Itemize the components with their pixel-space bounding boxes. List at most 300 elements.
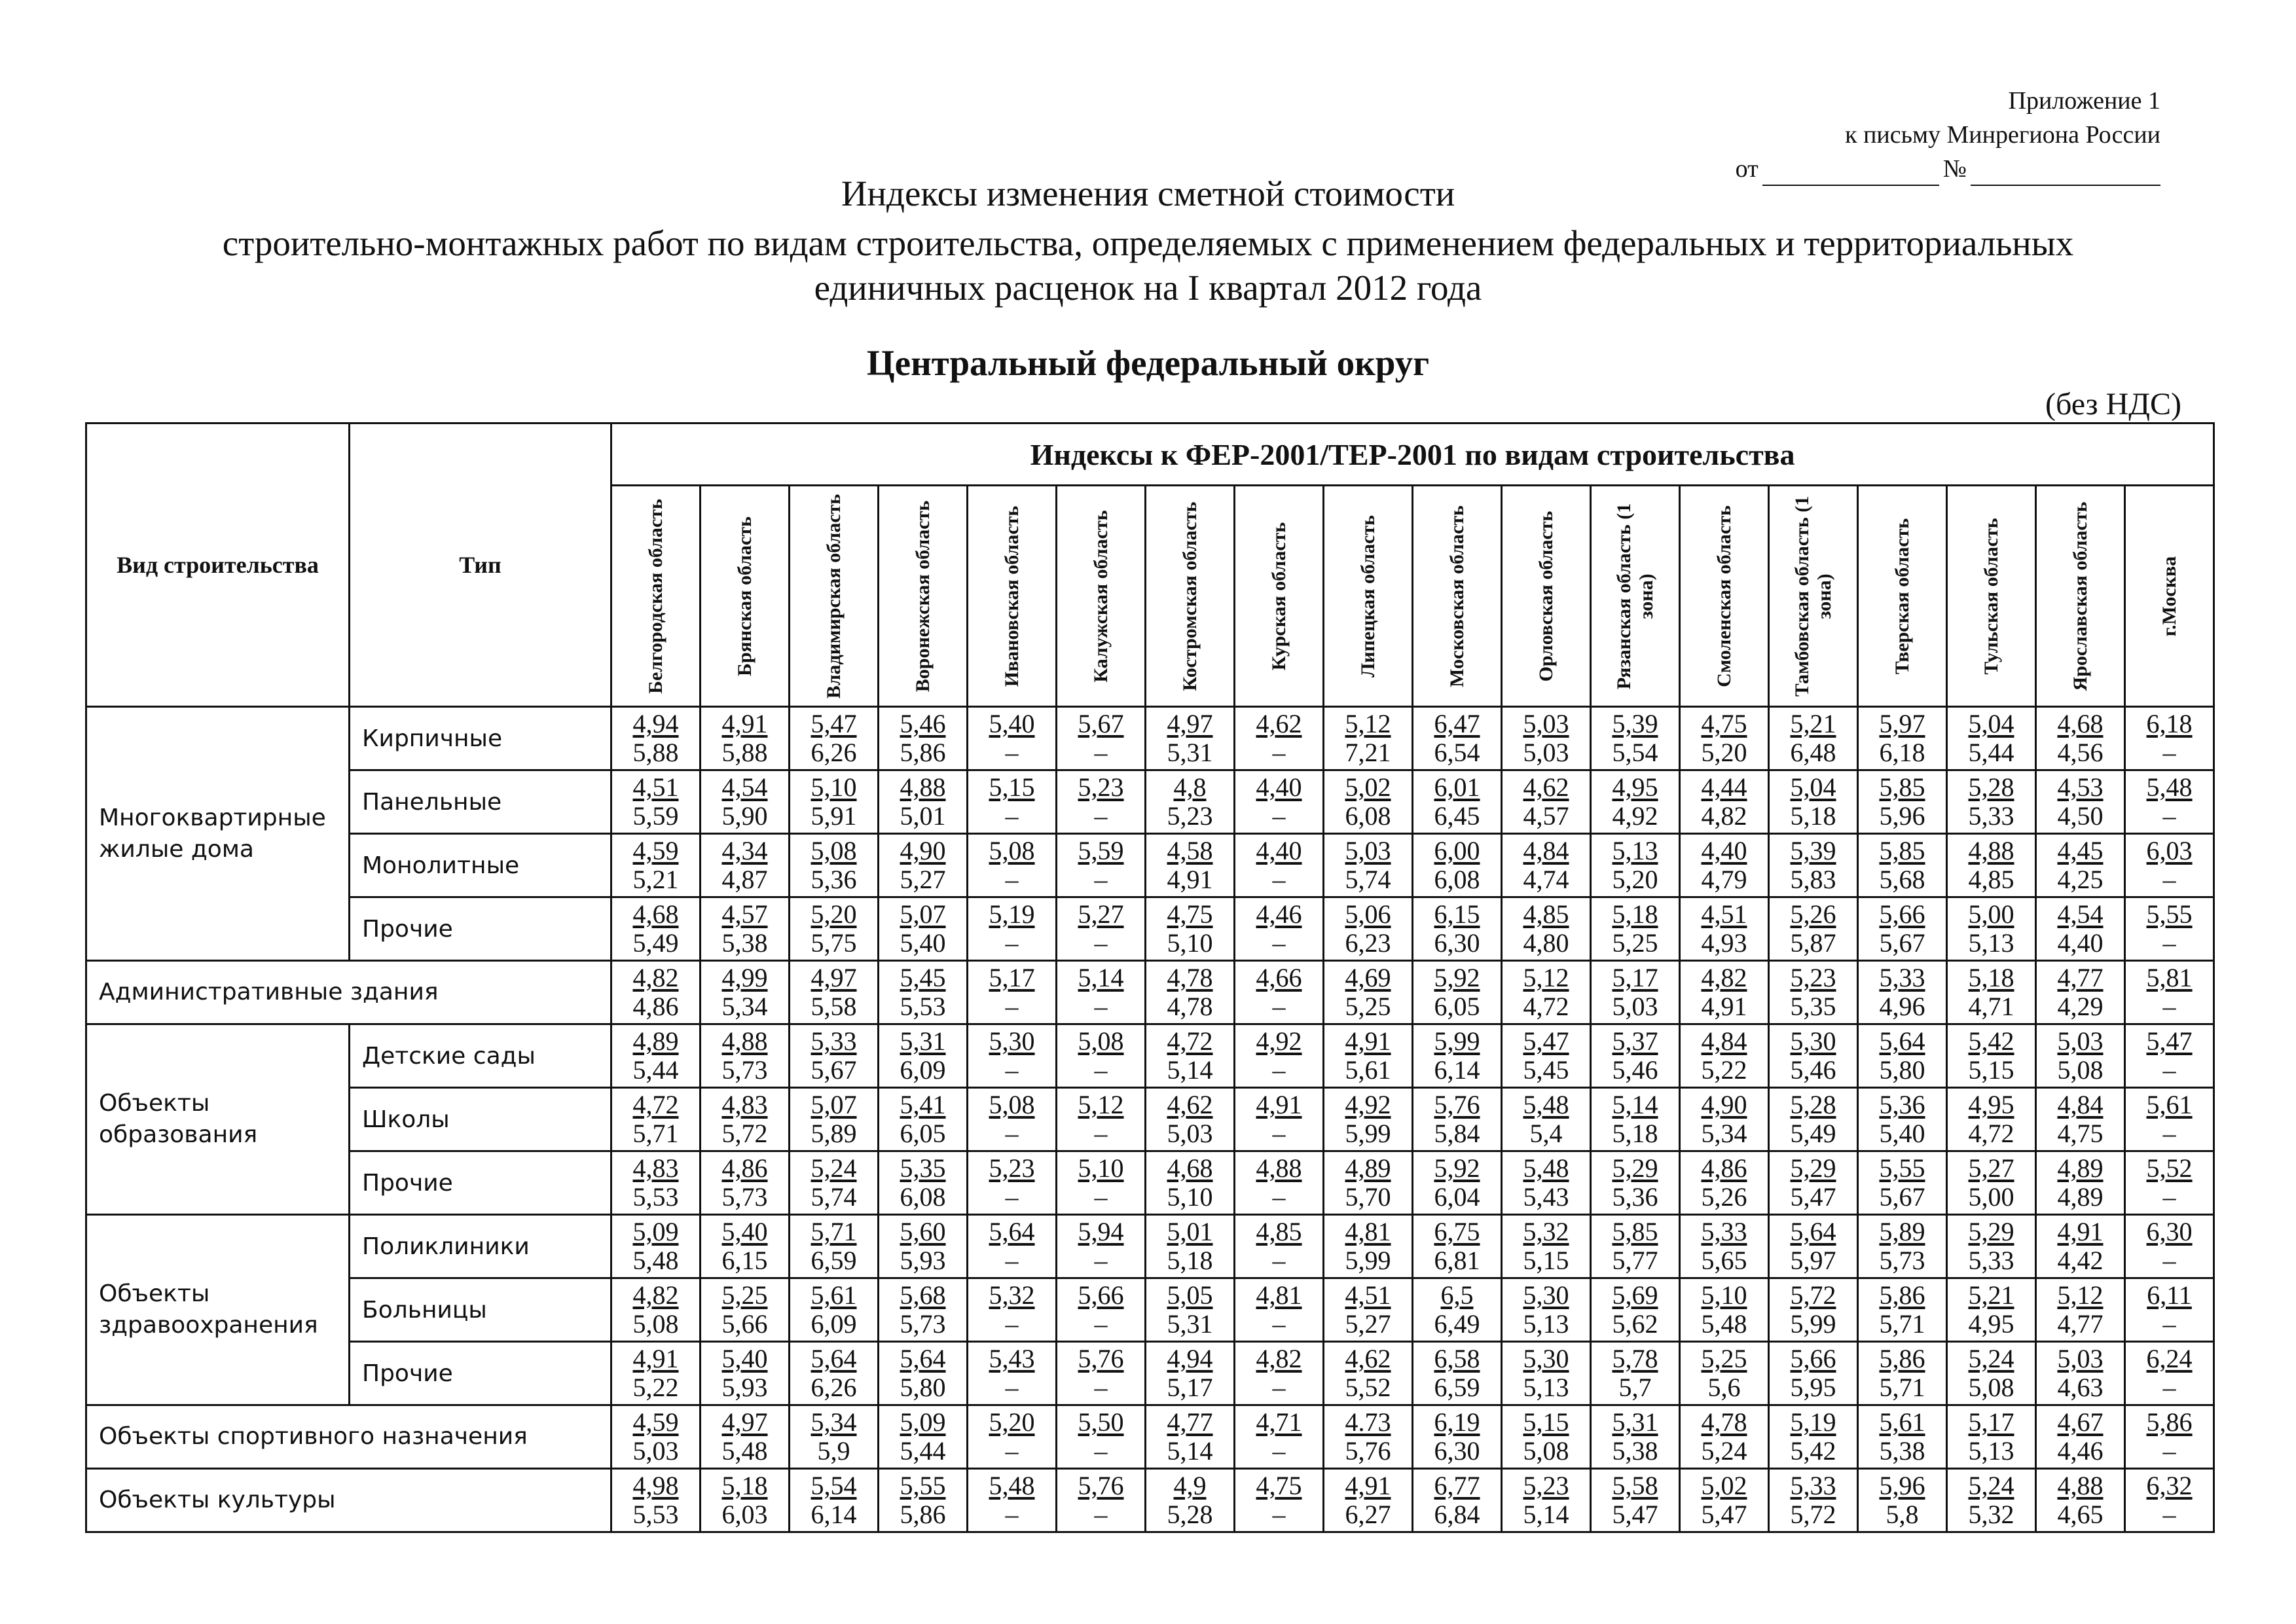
index-cell (1146, 1469, 1235, 1532)
federal-index: 5,03 (2057, 1026, 2104, 1056)
territorial-index: 4,86 (632, 992, 679, 1021)
index-cell (790, 1215, 879, 1278)
territorial-index: 6,81 (1434, 1246, 1480, 1275)
index-cell (790, 961, 879, 1024)
index-cell (1146, 1342, 1235, 1405)
appendix-label: Приложение 1 (2008, 87, 2160, 115)
federal-index: 5,48 (1523, 1090, 1569, 1119)
federal-index: 5,29 (1968, 1217, 2014, 1246)
federal-index: 4,84 (1523, 836, 1569, 865)
index-cell (1591, 897, 1680, 961)
index-cell (701, 961, 790, 1024)
index-cell (1591, 961, 1680, 1024)
territorial-index: 5,00 (1968, 1182, 2014, 1212)
territorial-index: 5,53 (900, 992, 946, 1021)
index-cell (1413, 1342, 1502, 1405)
index-cell (2036, 1278, 2125, 1342)
index-cell (968, 1469, 1057, 1532)
index-cell (2036, 1024, 2125, 1088)
territorial-index: 5,86 (900, 738, 946, 767)
territorial-index: 5,88 (721, 738, 768, 767)
federal-index: 4,51 (1701, 899, 1747, 929)
territorial-index: 5,27 (900, 865, 946, 894)
table-row (86, 707, 2214, 770)
territorial-index: – (1272, 1119, 1286, 1148)
index-cell (611, 834, 701, 897)
index-cell (968, 1405, 1057, 1469)
federal-index: 5,27 (1968, 1153, 2014, 1183)
index-cell (1858, 770, 1947, 834)
index-cell (1235, 1405, 1324, 1469)
index-cell (701, 1405, 790, 1469)
federal-index: 5,61 (1879, 1407, 1925, 1437)
federal-index: 4,95 (1612, 772, 1658, 802)
table-row (86, 1151, 2214, 1215)
territorial-index: 5,20 (1701, 738, 1747, 767)
index-cell (1591, 1469, 1680, 1532)
federal-index: 5,64 (1790, 1217, 1836, 1246)
federal-index: 4,69 (1345, 963, 1391, 992)
territorial-index: 5,67 (1879, 1182, 1925, 1212)
federal-index: 5,30 (1523, 1344, 1569, 1373)
territorial-index: 5,46 (1790, 1055, 1836, 1085)
territorial-index: 5,44 (632, 1055, 679, 1085)
index-cell (1947, 1024, 2036, 1088)
territorial-index: 6,45 (1434, 801, 1480, 831)
federal-index: 4,72 (1167, 1026, 1213, 1056)
index-cell (1413, 770, 1502, 834)
region-header (1146, 486, 1235, 707)
index-cell (2036, 1405, 2125, 1469)
index-cell (1591, 1342, 1680, 1405)
territorial-index: 5,9 (817, 1436, 850, 1466)
territorial-index: 4,85 (1968, 865, 2014, 894)
territorial-index: 6,04 (1434, 1182, 1480, 1212)
territorial-index: 6,23 (1345, 928, 1391, 958)
index-cell (879, 1024, 968, 1088)
index-cell (790, 834, 879, 897)
index-cell (701, 1278, 790, 1342)
federal-index: 4,83 (632, 1153, 679, 1183)
territorial-index: 5,38 (1879, 1436, 1925, 1466)
territorial-index: 5,62 (1612, 1309, 1658, 1339)
federal-index: 5,66 (1790, 1344, 1836, 1373)
construction-kind: Многоквартирные жилые дома (86, 707, 350, 961)
territorial-index: 5,6 (1707, 1373, 1741, 1402)
federal-index: 4,97 (811, 963, 857, 992)
federal-index: 4,86 (721, 1153, 768, 1183)
territorial-index: 5,36 (811, 865, 857, 894)
index-cell (1591, 834, 1680, 897)
territorial-index: 5,14 (1523, 1500, 1569, 1529)
territorial-index: 5,53 (632, 1500, 679, 1529)
index-cell (1146, 897, 1235, 961)
territorial-index: 4,75 (2057, 1119, 2104, 1148)
federal-index: 5,69 (1612, 1280, 1658, 1310)
federal-index: 5,24 (1968, 1344, 2014, 1373)
federal-index: 5,85 (1612, 1217, 1658, 1246)
index-cell (879, 1278, 968, 1342)
federal-index: 5,24 (1968, 1471, 2014, 1500)
federal-index: 5,23 (1523, 1471, 1569, 1500)
region-name: Липецкая область (1357, 514, 1379, 677)
federal-index: 5,14 (1612, 1090, 1658, 1119)
federal-index: 5,10 (1078, 1153, 1124, 1183)
federal-index: 5,68 (900, 1280, 946, 1310)
region-name: Костромская область (1178, 501, 1201, 691)
region-name: Рязанская область (1 зона) (1613, 503, 1657, 689)
territorial-index: 4,80 (1523, 928, 1569, 958)
index-cell (611, 897, 701, 961)
territorial-index: – (1272, 1182, 1286, 1212)
construction-kind: Объекты образования (86, 1024, 350, 1215)
territorial-index: 5,8 (1886, 1500, 1919, 1529)
territorial-index: 5,38 (721, 928, 768, 958)
federal-index: 5,23 (989, 1153, 1035, 1183)
territorial-index: – (1272, 992, 1286, 1021)
index-cell (879, 1215, 968, 1278)
construction-type: Прочие (350, 1151, 611, 1215)
territorial-index: 5,40 (1879, 1119, 1925, 1148)
index-cell (879, 1469, 968, 1532)
index-cell (1947, 1088, 2036, 1151)
index-cell (1057, 1278, 1146, 1342)
federal-index: 4,92 (1345, 1090, 1391, 1119)
federal-index: 5,06 (1345, 899, 1391, 929)
federal-index: 4,71 (1256, 1407, 1302, 1437)
federal-index: 4,34 (721, 836, 768, 865)
index-cell (2036, 707, 2125, 770)
table-row (86, 1342, 2214, 1405)
federal-index: 6,77 (1434, 1471, 1480, 1500)
territorial-index: – (2162, 1309, 2176, 1339)
region-name: Воронежская область (911, 500, 934, 692)
federal-index: 5,40 (989, 709, 1035, 738)
federal-index: 4,62 (1345, 1344, 1391, 1373)
index-cell (968, 1151, 1057, 1215)
federal-index: 5,39 (1790, 836, 1836, 865)
index-cell (701, 834, 790, 897)
territorial-index: 5,14 (1167, 1055, 1213, 1085)
district-title: Центральный федеральный округ (866, 343, 1430, 383)
federal-index: 4,91 (1345, 1026, 1391, 1056)
territorial-index: 5,22 (632, 1373, 679, 1402)
territorial-index: 5,48 (1701, 1309, 1747, 1339)
territorial-index: 4,93 (1701, 928, 1747, 958)
territorial-index: 6,05 (1434, 992, 1480, 1021)
index-cell (1413, 1151, 1502, 1215)
territorial-index: – (1094, 992, 1108, 1021)
index-cell (1324, 961, 1413, 1024)
federal-index: 5,24 (811, 1153, 857, 1183)
index-cell (968, 1342, 1057, 1405)
index-cell (1947, 834, 2036, 897)
index-cell (879, 834, 968, 897)
index-cell (1146, 1405, 1235, 1469)
region-name: Владимирская область (822, 494, 845, 698)
index-cell (2125, 897, 2214, 961)
federal-index: 4,90 (900, 836, 946, 865)
index-cell (1057, 897, 1146, 961)
index-cell (1057, 1405, 1146, 1469)
territorial-index: 5,46 (1612, 1055, 1658, 1085)
territorial-index: 4,72 (1968, 1119, 2014, 1148)
index-cell (879, 961, 968, 1024)
region-name: Калужская область (1089, 509, 1112, 683)
index-cell (790, 1024, 879, 1088)
territorial-index: – (2162, 1436, 2176, 1466)
construction-type: Прочие (350, 897, 611, 961)
territorial-index: 5,74 (811, 1182, 857, 1212)
index-cell (1413, 1405, 1502, 1469)
federal-index: 6,58 (1434, 1344, 1480, 1373)
index-cell (1858, 1151, 1947, 1215)
territorial-index: – (1272, 1055, 1286, 1085)
region-header (1502, 486, 1591, 707)
territorial-index: – (1005, 1119, 1019, 1148)
federal-index: 4,85 (1256, 1217, 1302, 1246)
federal-index: 5,97 (1879, 709, 1925, 738)
federal-index: 5,10 (1701, 1280, 1747, 1310)
index-cell (701, 1024, 790, 1088)
table-row (86, 770, 2214, 834)
federal-index: 4,67 (2057, 1407, 2104, 1437)
federal-index: 5,86 (1879, 1344, 1925, 1373)
index-cell (2125, 961, 2214, 1024)
index-cell (1235, 1024, 1324, 1088)
index-cell (1146, 834, 1235, 897)
federal-index: 5,03 (1345, 836, 1391, 865)
index-cell (1947, 961, 2036, 1024)
territorial-index: 5,03 (1167, 1119, 1213, 1148)
index-cell (2036, 1342, 2125, 1405)
index-cell (879, 707, 968, 770)
index-cell (1057, 1469, 1146, 1532)
index-cell (879, 897, 968, 961)
federal-index: 4,94 (632, 709, 679, 738)
federal-index: 4,9 (1173, 1471, 1207, 1500)
region-name: г.Москва (2158, 556, 2180, 636)
index-cell (790, 1278, 879, 1342)
index-cell (1057, 1024, 1146, 1088)
federal-index: 5,89 (1879, 1217, 1925, 1246)
index-cell (1146, 707, 1235, 770)
territorial-index: 4,71 (1968, 992, 2014, 1021)
index-cell (1413, 1088, 1502, 1151)
federal-index: 4,75 (1701, 709, 1747, 738)
territorial-index: – (1005, 1309, 1019, 1339)
territorial-index: 4,91 (1701, 992, 1747, 1021)
territorial-index: 4,92 (1612, 801, 1658, 831)
territorial-index: 5,96 (1879, 801, 1925, 831)
territorial-index: 4,50 (2057, 801, 2104, 831)
territorial-index: – (1272, 1436, 1286, 1466)
index-table (85, 422, 2215, 1533)
federal-index: 4,40 (1256, 836, 1302, 865)
index-cell (1146, 1278, 1235, 1342)
index-cell (1502, 1278, 1591, 1342)
federal-index: 4,77 (2057, 963, 2104, 992)
index-cell (1947, 1342, 2036, 1405)
federal-index: 4,90 (1701, 1090, 1747, 1119)
federal-index: 5,47 (2146, 1026, 2193, 1056)
federal-index: 5,35 (900, 1153, 946, 1183)
federal-index: 5,47 (811, 709, 857, 738)
territorial-index: 6,26 (811, 1373, 857, 1402)
territorial-index: – (1094, 1500, 1108, 1529)
federal-index: 6,03 (2146, 836, 2193, 865)
federal-index: 5,20 (811, 899, 857, 929)
index-cell (1502, 1151, 1591, 1215)
number-label: № (1942, 155, 1967, 183)
territorial-index: 5,84 (1434, 1119, 1480, 1148)
federal-index: 5,27 (1078, 899, 1124, 929)
territorial-index: – (1094, 1436, 1108, 1466)
index-cell (1502, 1342, 1591, 1405)
federal-index: 5,41 (900, 1090, 946, 1119)
index-cell (1680, 961, 1769, 1024)
index-cell (1769, 1088, 1858, 1151)
territorial-index: 6,54 (1434, 738, 1480, 767)
territorial-index: – (1094, 865, 1108, 894)
federal-index: 5,04 (1790, 772, 1836, 802)
index-cell (1680, 1151, 1769, 1215)
federal-index: 5,12 (2057, 1280, 2104, 1310)
federal-index: 4,40 (1256, 772, 1302, 802)
index-cell (611, 1024, 701, 1088)
index-cell (1057, 1088, 1146, 1151)
territorial-index: – (1272, 1246, 1286, 1275)
table-row (86, 834, 2214, 897)
federal-index: 5,64 (900, 1344, 946, 1373)
index-cell (790, 1342, 879, 1405)
index-cell (1680, 1215, 1769, 1278)
federal-index: 5,07 (811, 1090, 857, 1119)
territorial-index: 5,18 (1790, 801, 1836, 831)
federal-index: 5,31 (900, 1026, 946, 1056)
territorial-index: 5,87 (1790, 928, 1836, 958)
territorial-index: 5,08 (2057, 1055, 2104, 1085)
index-cell (1146, 1088, 1235, 1151)
index-cell (1591, 1088, 1680, 1151)
construction-type: Кирпичные (350, 707, 611, 770)
index-cell (1146, 961, 1235, 1024)
construction-type: Монолитные (350, 834, 611, 897)
territorial-index: 5,10 (1167, 928, 1213, 958)
index-cell (2036, 1151, 2125, 1215)
index-cell (2125, 1469, 2214, 1532)
index-cell (1502, 1469, 1591, 1532)
territorial-index: 5,97 (1790, 1246, 1836, 1275)
table-row (86, 961, 2214, 1024)
index-cell (1413, 897, 1502, 961)
column-header-kind: Вид строительства (86, 424, 350, 707)
federal-index: 4,62 (1523, 772, 1569, 802)
appendix-block (1702, 84, 2160, 186)
territorial-index: 5,77 (1612, 1246, 1658, 1275)
federal-index: 5,25 (721, 1280, 768, 1310)
index-cell (1502, 770, 1591, 834)
federal-index: 4,44 (1701, 772, 1747, 802)
index-cell (1235, 707, 1324, 770)
federal-index: 5,52 (2146, 1153, 2193, 1183)
index-cell (2125, 1151, 2214, 1215)
territorial-index: 6,08 (1434, 865, 1480, 894)
federal-index: 4,97 (1167, 709, 1213, 738)
territorial-index: 6,27 (1345, 1500, 1391, 1529)
from-label: от (1735, 155, 1758, 183)
federal-index: 6,01 (1434, 772, 1480, 802)
territorial-index: 5,43 (1523, 1182, 1569, 1212)
territorial-index: 5,66 (721, 1309, 768, 1339)
federal-index: 4,53 (2057, 772, 2104, 802)
territorial-index: 5,15 (1523, 1246, 1569, 1275)
index-cell (1413, 707, 1502, 770)
index-cell (1413, 1024, 1502, 1088)
territorial-index: 4,87 (721, 865, 768, 894)
territorial-index: 6,03 (721, 1500, 768, 1529)
federal-index: 6,11 (2147, 1280, 2192, 1310)
region-header (1591, 486, 1680, 707)
territorial-index: 5,22 (1701, 1055, 1747, 1085)
federal-index: 6,24 (2146, 1344, 2193, 1373)
territorial-index: 5,25 (1612, 928, 1658, 958)
territorial-index: – (1094, 738, 1108, 767)
territorial-index: 5,71 (1879, 1309, 1925, 1339)
federal-index: 4,72 (632, 1090, 679, 1119)
index-cell (1947, 1151, 2036, 1215)
index-cell (1057, 961, 1146, 1024)
territorial-index: 5,18 (1612, 1119, 1658, 1148)
index-cell (1324, 1469, 1413, 1532)
construction-type: Школы (350, 1088, 611, 1151)
federal-index: 5,08 (1078, 1026, 1124, 1056)
federal-index: 5,54 (811, 1471, 857, 1500)
territorial-index: 5,99 (1345, 1119, 1391, 1148)
region-name: Тульская область (1980, 517, 2002, 675)
index-cell (2036, 1215, 2125, 1278)
index-cell (611, 770, 701, 834)
header-row-group (86, 424, 2214, 486)
territorial-index: – (1005, 738, 1019, 767)
construction-type: Больницы (350, 1278, 611, 1342)
index-cell (1858, 707, 1947, 770)
federal-index: 4,95 (1968, 1090, 2014, 1119)
territorial-index: – (2162, 928, 2176, 958)
territorial-index: 4,57 (1523, 801, 1569, 831)
federal-index: 4,86 (1701, 1153, 1747, 1183)
federal-index: 5,17 (1968, 1407, 2014, 1437)
federal-index: 5,03 (1523, 709, 1569, 738)
federal-index: 5,66 (1078, 1280, 1124, 1310)
federal-index: 4,89 (632, 1026, 679, 1056)
index-cell (1680, 897, 1769, 961)
federal-index: 4,54 (2057, 899, 2104, 929)
federal-index: 5,21 (1790, 709, 1836, 738)
region-header (1947, 486, 2036, 707)
federal-index: 5,61 (811, 1280, 857, 1310)
index-cell (1591, 1024, 1680, 1088)
territorial-index: – (1094, 1246, 1108, 1275)
territorial-index: – (2162, 1182, 2176, 1212)
index-cell (1769, 1469, 1858, 1532)
territorial-index: 6,59 (811, 1246, 857, 1275)
territorial-index: 5,47 (1701, 1500, 1747, 1529)
federal-index: 5,30 (1790, 1026, 1836, 1056)
federal-index: 4,62 (1167, 1090, 1213, 1119)
federal-index: 5,81 (2146, 963, 2193, 992)
index-cell (968, 707, 1057, 770)
